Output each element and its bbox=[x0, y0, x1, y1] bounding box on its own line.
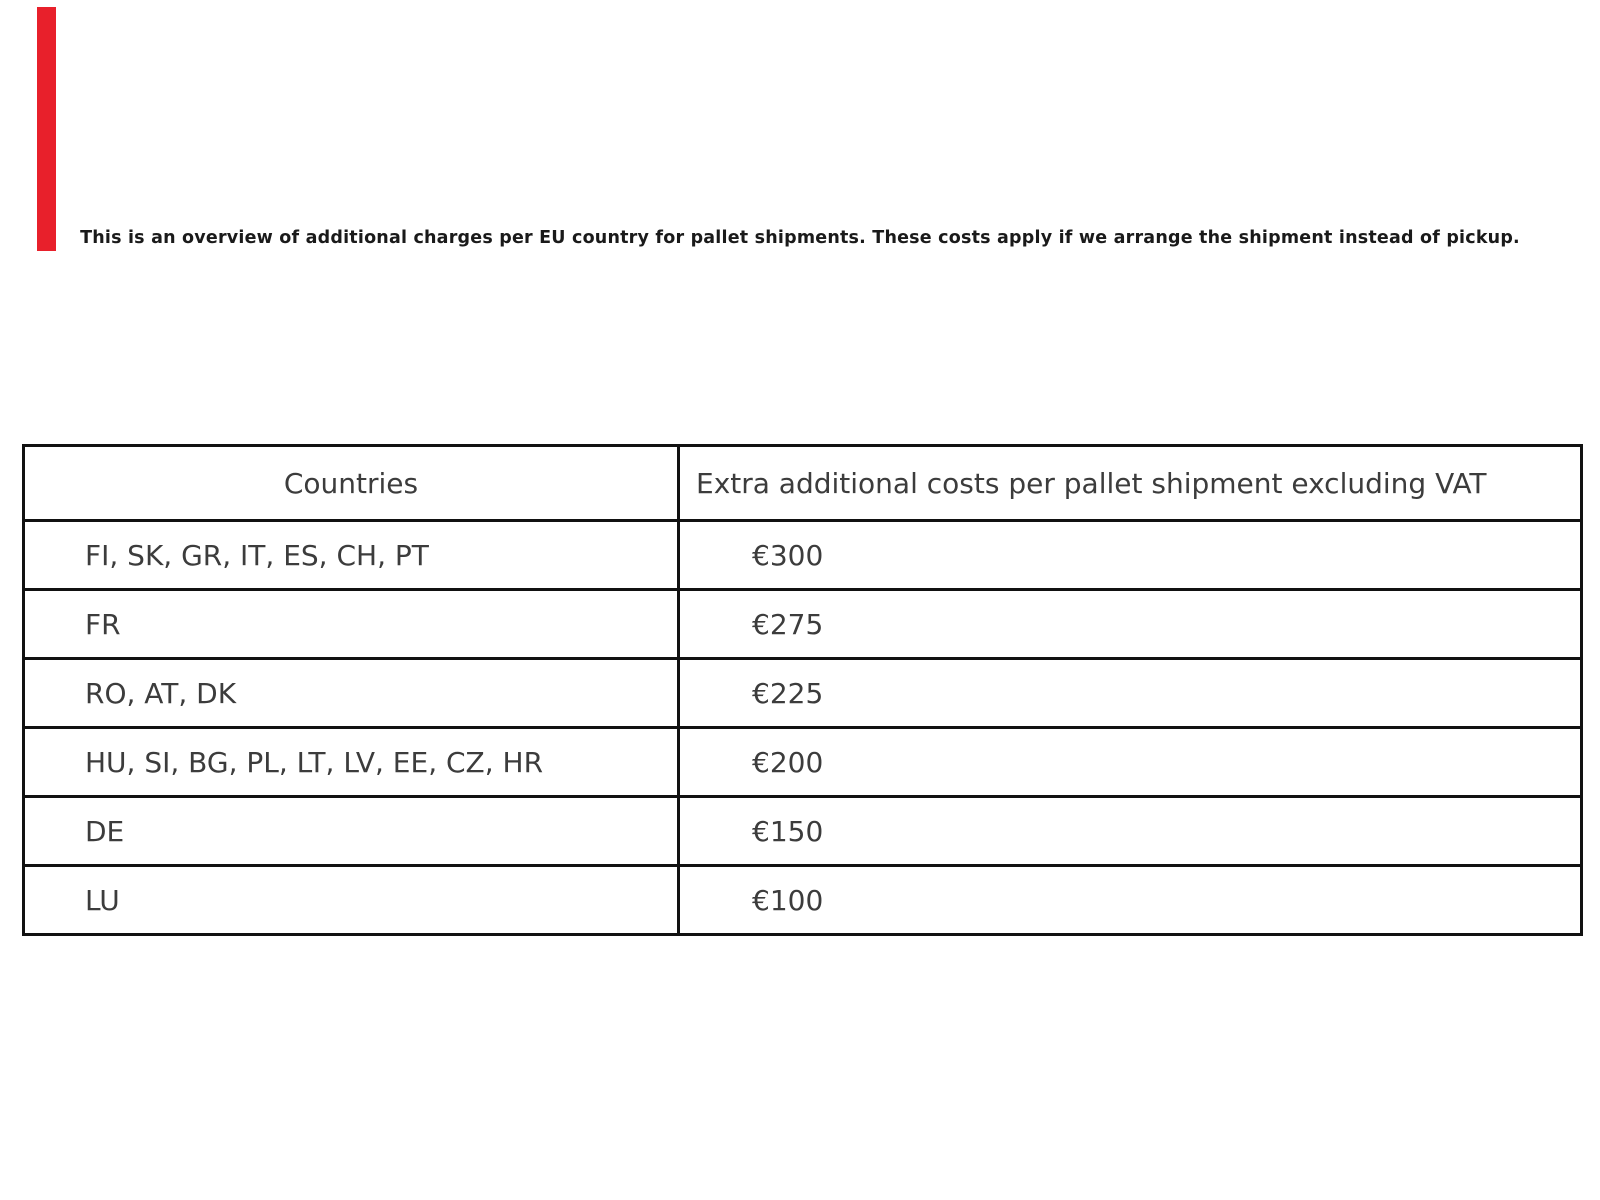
column-header-countries: Countries bbox=[24, 446, 679, 521]
cost-cell: €275 bbox=[679, 590, 1582, 659]
cost-cell: €150 bbox=[679, 797, 1582, 866]
cost-cell: €225 bbox=[679, 659, 1582, 728]
table-row bbox=[24, 866, 1582, 935]
table-row bbox=[24, 659, 1582, 728]
column-header-costs: Extra additional costs per pallet shipment excluding VAT bbox=[679, 446, 1582, 521]
table-row bbox=[24, 590, 1582, 659]
countries-cell: FI, SK, GR, IT, ES, CH, PT bbox=[24, 521, 679, 590]
red-margin-marker bbox=[37, 7, 56, 251]
table-row bbox=[24, 728, 1582, 797]
countries-cell: LU bbox=[24, 866, 679, 935]
cost-cell: €100 bbox=[679, 866, 1582, 935]
countries-cell: HU, SI, BG, PL, LT, LV, EE, CZ, HR bbox=[24, 728, 679, 797]
cost-cell: €200 bbox=[679, 728, 1582, 797]
cost-cell: €300 bbox=[679, 521, 1582, 590]
countries-cell: RO, AT, DK bbox=[24, 659, 679, 728]
table-row bbox=[24, 521, 1582, 590]
table-row bbox=[24, 797, 1582, 866]
table-header-row bbox=[24, 446, 1582, 521]
countries-cell: FR bbox=[24, 590, 679, 659]
intro-text: This is an overview of additional charges per EU country for pallet shipments. These costs apply if we arrange the shipment instead of pickup. bbox=[80, 228, 1520, 248]
countries-cell: DE bbox=[24, 797, 679, 866]
charges-table bbox=[22, 444, 1583, 936]
